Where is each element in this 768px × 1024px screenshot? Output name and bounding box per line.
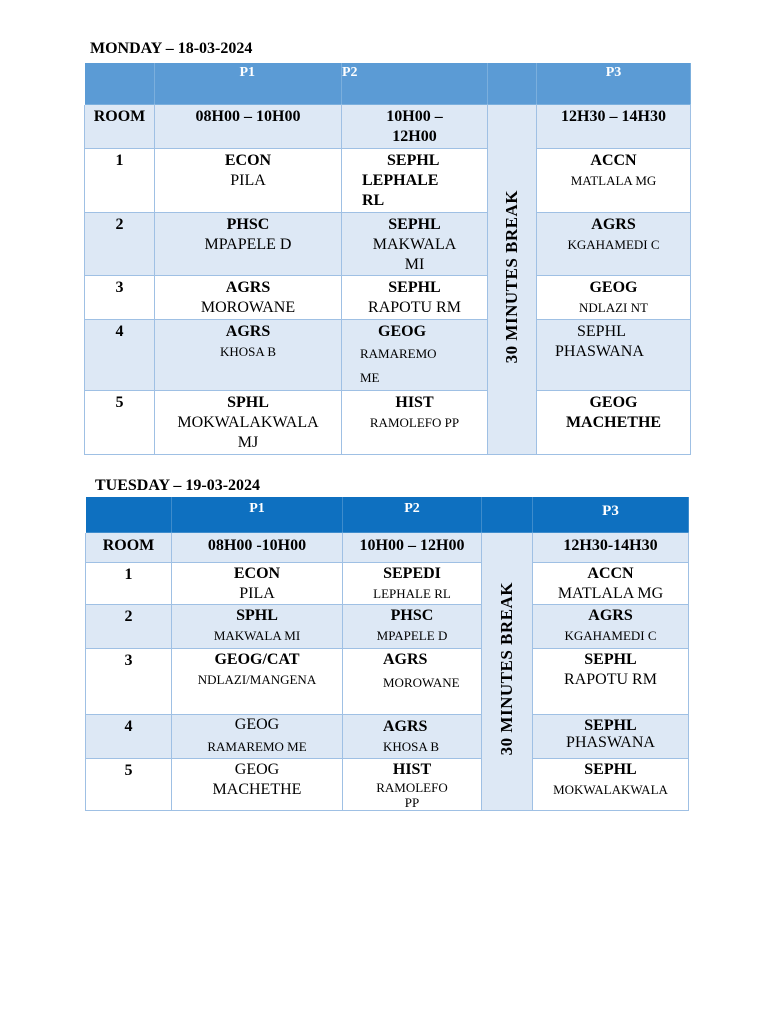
- time-p1: 08H00 -10H00: [172, 533, 343, 563]
- teacher: MATLALA MG: [570, 173, 657, 188]
- room-number: 5: [85, 391, 155, 455]
- time-row: [85, 105, 691, 149]
- header-p3: [537, 63, 691, 105]
- cell-p3: [537, 213, 691, 276]
- cell-p2: [342, 320, 488, 391]
- teacher: NDLAZI NT: [579, 300, 648, 315]
- cell-p2: [342, 391, 488, 455]
- cell-p3: [533, 759, 689, 811]
- header-p3-label: P3: [602, 503, 619, 519]
- header-break-blank: [488, 63, 537, 105]
- room-number: 2: [85, 213, 155, 276]
- cell-p2: [342, 213, 488, 276]
- teacher: LEPHALE RL: [362, 172, 439, 209]
- cell-p3: [537, 320, 691, 391]
- teacher: MOROWANE: [383, 675, 460, 690]
- cell-p3: [537, 276, 691, 320]
- header-p1: [155, 63, 342, 105]
- table-row: [85, 391, 691, 455]
- cell-p1: [172, 563, 343, 605]
- time-row: [86, 533, 689, 563]
- room-number: 3: [86, 649, 172, 715]
- break-label: 30 MINUTES BREAK: [497, 581, 516, 756]
- subject: SEPHL: [584, 651, 637, 668]
- cell-p2: [342, 276, 488, 320]
- room-number: 4: [85, 320, 155, 391]
- subject: ACCN: [590, 152, 637, 169]
- table-row: [86, 649, 689, 715]
- cell-p2: [343, 563, 482, 605]
- subject: AGRS: [225, 279, 271, 296]
- cell-p3: [533, 649, 689, 715]
- header-blank: [85, 63, 155, 105]
- subject: SEPHL: [387, 152, 440, 169]
- subject: SEPEDI: [383, 565, 441, 582]
- cell-p1: [172, 605, 343, 649]
- header-row: [85, 63, 691, 105]
- subject: ECON: [233, 565, 281, 582]
- teacher: PHASWANA: [555, 343, 644, 360]
- teacher: MPAPELE D: [376, 628, 448, 643]
- cell-p3: [537, 149, 691, 213]
- subject: HIST: [395, 394, 434, 411]
- header-p3-label: P3: [605, 65, 622, 80]
- teacher: RAPOTU RM: [368, 299, 461, 316]
- header-break-blank: [482, 497, 533, 533]
- subject: AGRS: [588, 607, 633, 624]
- subject: GEOG: [589, 279, 638, 296]
- header-row: [86, 497, 689, 533]
- cell-p2: [343, 649, 482, 715]
- teacher: MACHETHE: [565, 414, 662, 431]
- cell-p1: [155, 320, 342, 391]
- subject: AGRS: [383, 651, 428, 668]
- room-header: ROOM: [85, 105, 155, 149]
- header-p1: [172, 497, 343, 533]
- tuesday-title: TUESDAY – 19-03-2024: [95, 477, 261, 494]
- subject: SPHL: [236, 607, 278, 624]
- cell-p1: [155, 213, 342, 276]
- teacher: MACHETHE: [212, 781, 302, 798]
- header-p2: [343, 497, 482, 533]
- subject: GEOG: [234, 716, 280, 733]
- subject: SPHL: [227, 394, 269, 411]
- teacher: KGAHAMEDI C: [567, 237, 660, 252]
- cell-p1: [172, 759, 343, 811]
- subject: SEPHL: [388, 279, 441, 296]
- cell-p2: [342, 149, 488, 213]
- teacher: MATLALA MG: [557, 585, 664, 602]
- teacher: KHOSA B: [220, 344, 276, 359]
- teacher: MAKWALA MI: [372, 236, 457, 273]
- header-p2-label: P2: [404, 501, 420, 516]
- teacher: RAMAREMO ME: [207, 739, 307, 754]
- monday-timetable: [84, 62, 691, 455]
- teacher: RAMOLEFO PP: [369, 415, 460, 430]
- subject: AGRS: [591, 216, 636, 233]
- room-number: 1: [85, 149, 155, 213]
- cell-p2: [343, 759, 482, 811]
- cell-p1: [155, 391, 342, 455]
- room-number: 2: [86, 605, 172, 649]
- cell-p3: [533, 605, 689, 649]
- subject: AGRS: [225, 323, 271, 340]
- subject: ACCN: [587, 565, 634, 582]
- cell-p1: [172, 715, 343, 759]
- header-p2-label: P2: [342, 65, 358, 80]
- header-p1-label: P1: [239, 65, 255, 80]
- subject: PHSC: [226, 216, 270, 233]
- teacher: MOKWALAKWALA: [553, 782, 668, 797]
- room-number: 3: [85, 276, 155, 320]
- teacher: MAKWALA MI: [213, 628, 301, 643]
- cell-p3: [537, 391, 691, 455]
- subject: SEPHL: [584, 717, 637, 734]
- table-row: [86, 715, 689, 759]
- subject: GEOG: [378, 323, 427, 340]
- time-p1: 08H00 – 10H00: [155, 105, 342, 149]
- table-row: [86, 759, 689, 811]
- teacher: PILA: [230, 172, 266, 189]
- teacher: RAMAREMO ME: [360, 346, 437, 385]
- cell-p1: [172, 649, 343, 715]
- table-row: [85, 213, 691, 276]
- teacher: KHOSA B: [383, 739, 439, 754]
- teacher: NDLAZI/MANGENA: [197, 672, 317, 687]
- teacher: PHASWANA: [566, 734, 655, 751]
- cell-p2: [343, 715, 482, 759]
- subject: PHSC: [390, 607, 434, 624]
- cell-p3: [533, 563, 689, 605]
- room-header: ROOM: [86, 533, 172, 563]
- subject: SEPHL: [577, 323, 626, 340]
- teacher: MPAPELE D: [204, 236, 292, 253]
- monday-title: MONDAY – 18-03-2024: [90, 40, 253, 57]
- break-column: [482, 533, 533, 811]
- table-row: [85, 320, 691, 391]
- cell-p1: [155, 276, 342, 320]
- cell-p3: [533, 715, 689, 759]
- subject: ECON: [224, 152, 272, 169]
- room-number: 5: [86, 759, 172, 811]
- teacher: RAPOTU RM: [564, 671, 657, 688]
- header-blank: [86, 497, 172, 533]
- table-row: [85, 149, 691, 213]
- subject: SEPHL: [584, 761, 637, 778]
- cell-p2: [343, 605, 482, 649]
- break-label: 30 MINUTES BREAK: [502, 189, 521, 364]
- break-column: [488, 105, 537, 455]
- teacher: MOROWANE: [200, 299, 296, 316]
- time-p2: 10H00 – 12H00: [343, 533, 482, 563]
- time-p3: 12H30-14H30: [533, 533, 689, 563]
- teacher: KGAHAMEDI C: [564, 628, 657, 643]
- header-p3: [533, 497, 689, 533]
- header-p2: [342, 63, 488, 105]
- table-row: [86, 563, 689, 605]
- room-number: 1: [86, 563, 172, 605]
- teacher: LEPHALE RL: [373, 586, 451, 601]
- cell-p1: [155, 149, 342, 213]
- subject: GEOG/CAT: [214, 651, 300, 668]
- subject: SEPHL: [388, 216, 441, 233]
- subject: AGRS: [383, 718, 428, 735]
- subject: HIST: [392, 761, 432, 778]
- time-p2: 10H00 – 12H00: [342, 105, 488, 149]
- subject: GEOG: [234, 761, 280, 778]
- room-number: 4: [86, 715, 172, 759]
- header-p1-label: P1: [249, 501, 265, 516]
- teacher: MOKWALAKWALA MJ: [177, 414, 319, 451]
- time-p3: 12H30 – 14H30: [537, 105, 691, 149]
- table-row: [86, 605, 689, 649]
- teacher: PILA: [239, 585, 275, 602]
- tuesday-timetable: [85, 496, 689, 811]
- table-row: [85, 276, 691, 320]
- teacher: RAMOLEFO PP: [376, 780, 448, 810]
- subject: GEOG: [589, 394, 638, 411]
